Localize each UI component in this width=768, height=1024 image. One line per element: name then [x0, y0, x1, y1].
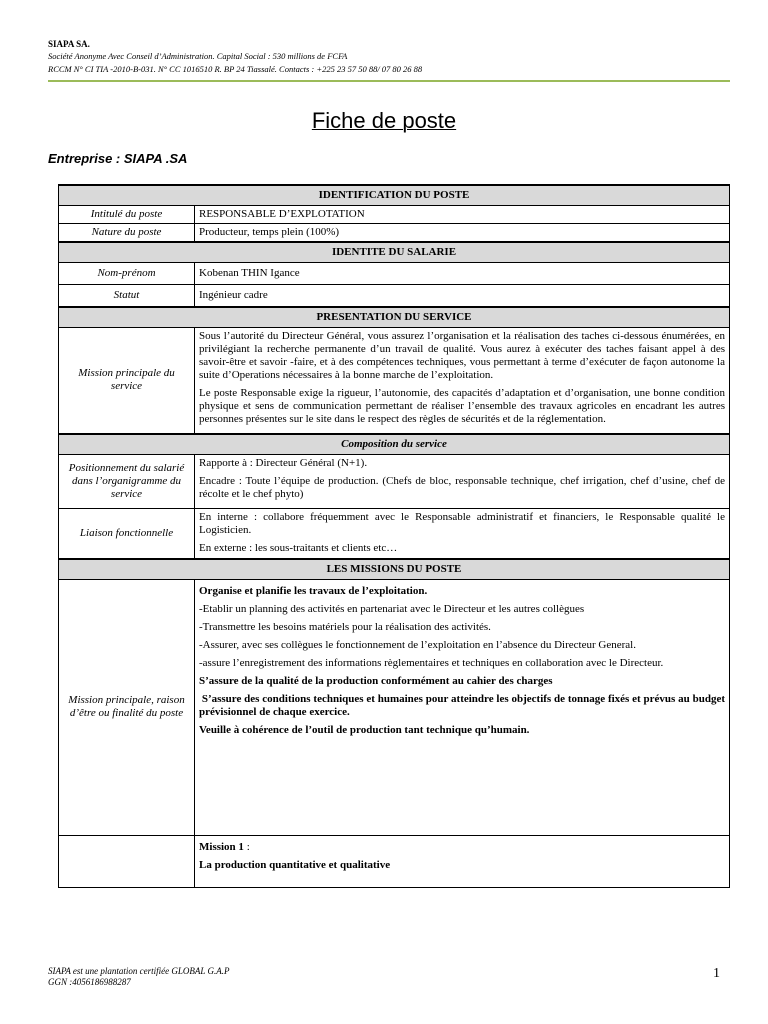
row-label: Mission principale, raison d’être ou finalité du poste — [59, 579, 195, 835]
row-label-empty — [59, 835, 195, 887]
paragraph: Organise et planifie les travaux de l’exploitation. — [199, 584, 428, 597]
paragraph: -Transmettre les besoins matériels pour la réalisation des activités. — [199, 620, 491, 633]
section-title: LES MISSIONS DU POSTE — [326, 562, 462, 575]
entreprise-line: Entreprise : SIAPA .SA — [48, 151, 188, 166]
employee-name-value: Kobenan THIN Igance — [195, 263, 730, 285]
row-label: Liaison fonctionnelle — [59, 508, 195, 559]
document-footer — [48, 966, 229, 988]
paragraph: -Assurer, avec ses collègues le fonctionnement de l’exploitation en l’absence du Directeur General. — [199, 638, 636, 651]
job-nature-value: Producteur, temps plein (100%) — [195, 224, 730, 243]
mission1-text — [195, 835, 730, 887]
section-composition — [59, 434, 730, 455]
mission1-label: Mission 1 — [199, 840, 244, 853]
row-label: Statut — [59, 285, 195, 307]
job-sheet-table — [58, 184, 730, 888]
row-label: Mission principale du service — [59, 327, 195, 434]
row-label: Intitulé du poste — [59, 206, 195, 224]
section-identite — [59, 242, 730, 263]
paragraph: Encadre : Toute l’équipe de production. (Chefs de bloc, responsable technique, chef irrigation, chef d’usine, chef de récolte et le chef phyto) — [199, 474, 725, 500]
paragraph: En externe : les sous-traitants et clients etc… — [199, 541, 398, 554]
mission-text — [195, 327, 730, 434]
footer-certification: SIAPA est une plantation certifiée GLOBAL G.A.P — [48, 966, 230, 976]
paragraph — [199, 841, 725, 854]
table-row — [59, 224, 730, 243]
row-label: Positionnement du salarié dans l’organigramme du service — [59, 454, 195, 508]
table-row — [59, 508, 730, 559]
mission1-separator: : — [243, 840, 250, 853]
missions-text — [195, 579, 730, 835]
table-row — [59, 835, 730, 887]
liaison-text — [195, 508, 730, 559]
header-rule — [48, 80, 730, 82]
section-title: Composition du service — [341, 437, 447, 450]
table-row — [59, 206, 730, 224]
paragraph: En interne : collabore fréquemment avec le Responsable administratif et financiers, le Responsable qualité le Logisticien. — [199, 510, 725, 536]
paragraph: La production quantitative et qualitative — [199, 858, 391, 871]
table-row — [59, 263, 730, 285]
paragraph: -Etablir un planning des activités en partenariat avec le Directeur et les autres collègues — [199, 602, 585, 615]
row-label: Nom-prénom — [59, 263, 195, 285]
section-title: IDENTIFICATION DU POSTE — [318, 189, 470, 201]
paragraph: Sous l’autorité du Directeur Général, vous assurez l’organisation et la réalisation des taches ci-dessous énumérées, en privilégiant la recherche permanente d’un travail de qualité. Vous aurez à exécuter des taches faisant appel à des savoir-être et savoir -faire, et à des compétences techniques, vous permettant à terme d’exécuter de façon autonome la suite d’Operations nécessaires à la bonne marche de l’exploitation. — [199, 329, 725, 381]
row-label: Nature du poste — [59, 224, 195, 243]
table-row — [59, 454, 730, 508]
table-row — [59, 579, 730, 835]
section-title: IDENTITE DU SALARIE — [331, 246, 457, 258]
position-text — [195, 454, 730, 508]
section-missions — [59, 559, 730, 580]
paragraph: S’assure des conditions techniques et humaines pour atteindre les objectifs de tonnage fixés et prévus au budget prévisionnel de chaque exercice. — [199, 692, 728, 718]
company-legal-line: Société Anonyme Avec Conseil d’Administration. Capital Social : 530 millions de FCFA — [48, 51, 348, 61]
page-title: Fiche de poste — [311, 108, 457, 133]
document-header — [48, 38, 730, 76]
paragraph: Rapporte à : Directeur Général (N+1). — [199, 456, 368, 469]
paragraph: -assure l’enregistrement des informations règlementaires et techniques en collaboration avec le Directeur. — [199, 656, 664, 669]
paragraph: Le poste Responsable exige la rigueur, l’autonomie, des capacités d’adaptation et d’organisation, une bonne condition physique et sens de communication permettant de réaliser l’ensemble des travaux agricoles en encadrant les autres personnes présentes sur le site dans le respect des règles de sécurités et de la réglementation. — [199, 386, 725, 425]
page-number: 1 — [713, 966, 720, 981]
paragraph: S’assure de la qualité de la production conformément au cahier des charges — [199, 674, 553, 687]
section-title: PRESENTATION DU SERVICE — [316, 310, 472, 323]
company-contact-line: RCCM N° CI TIA -2010-B-031. N° CC 1016510 R. BP 24 Tiassalé. Contacts : +225 23 57 50 88/ 07 80 26 88 — [48, 64, 423, 74]
employee-status-value: Ingénieur cadre — [195, 285, 730, 307]
table-row — [59, 285, 730, 307]
company-name: SIAPA SA. — [48, 39, 90, 49]
job-title-value: RESPONSABLE D’EXPLOTATION — [195, 206, 730, 224]
footer-ggn: GGN :4056186988287 — [48, 977, 131, 987]
section-identification — [59, 185, 730, 206]
table-row — [59, 327, 730, 434]
section-presentation — [59, 307, 730, 328]
paragraph: Veuille à cohérence de l’outil de production tant technique qu’humain. — [199, 723, 530, 736]
